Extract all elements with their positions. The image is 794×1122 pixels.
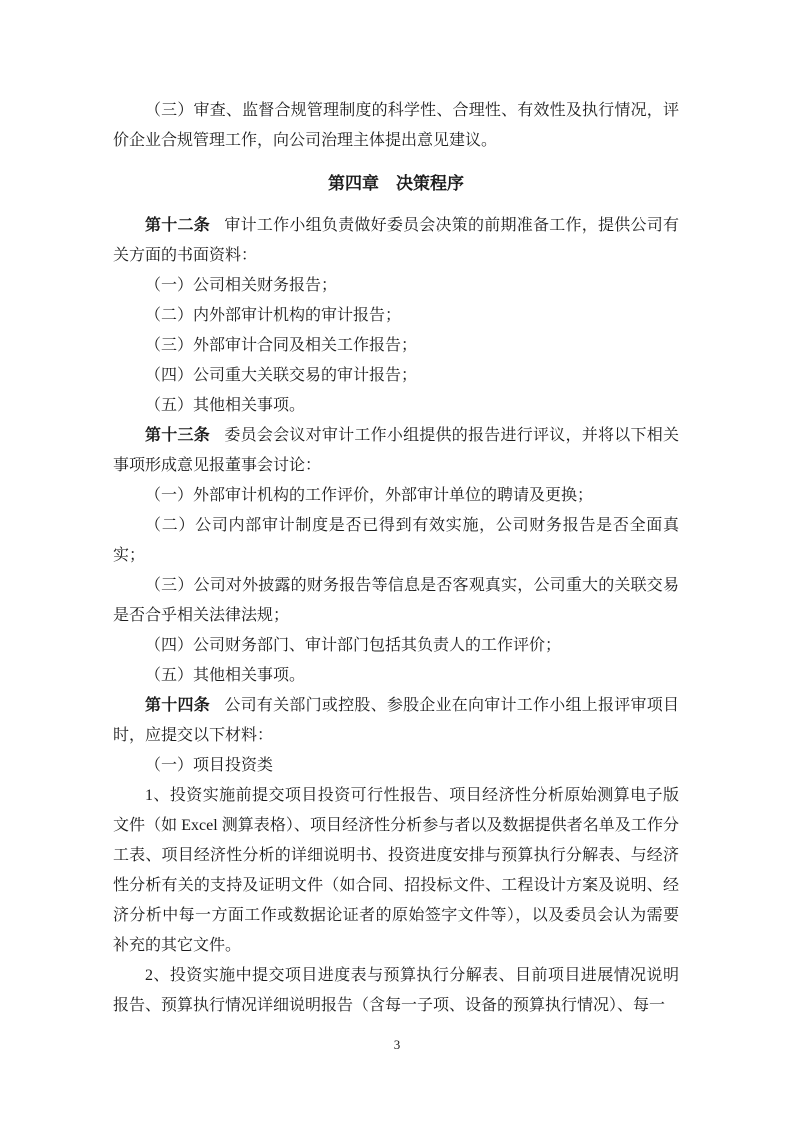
body-paragraph: （一）外部审计机构的工作评价，外部审计单位的聘请及更换； (145, 487, 594, 504)
document-body (113, 96, 679, 1021)
body-paragraph: （四）公司重大关联交易的审计报告； (145, 367, 418, 384)
article-paragraph (113, 421, 679, 481)
body-paragraph: （二）公司内部审计制度是否已得到有效实施，公司财务报告是否全面真实； (113, 517, 679, 564)
article-paragraph (113, 691, 679, 751)
page-number: 3 (393, 1037, 401, 1052)
body-paragraph: 1、投资实施前提交项目投资可行性报告、项目经济性分析原始测算电子版文件（如 Excel 测算表格）、项目经济性分析参与者以及数据提供者名单及工作分工表、项目经济性分析的详细说明书、投资进度安排与预算执行分解表、与经济性分析有关的支持及证明文件（如合同、招投标文件、工程设计方案及说明、经济分析中每一方面工作或数据论证者的原始签字文件等），以及委员会认为需要补充的其它文件。 (113, 787, 679, 954)
body-paragraph: （五）其他相关事项。 (145, 667, 306, 684)
body-paragraph: 2、投资实施中提交项目进度表与预算执行分解表、目前项目进展情况说明报告、预算执行情况详细说明报告（含每一子项、设备的预算执行情况）、每一 (113, 967, 679, 1014)
body-paragraph: （二）内外部审计机构的审计报告； (145, 307, 402, 324)
body-paragraph: （四）公司财务部门、审计部门包括其负责人的工作评价； (145, 637, 562, 654)
article-number-label: 第十四条 (145, 697, 210, 714)
body-paragraph: （三）外部审计合同及相关工作报告； (145, 337, 418, 354)
body-paragraph: （一）公司相关财务报告； (145, 277, 338, 294)
chapter-heading: 第四章 决策程序 (328, 174, 464, 193)
article-number-label: 第十二条 (145, 217, 210, 234)
body-paragraph: （五）其他相关事项。 (145, 397, 306, 414)
article-paragraph (113, 211, 679, 271)
article-number-label: 第十三条 (145, 427, 210, 444)
article-text: 审计工作小组负责做好委员会决策的前期准备工作，提供公司有关方面的书面资料： (113, 217, 679, 264)
body-paragraph: （三）审查、监督合规管理制度的科学性、合理性、有效性及执行情况，评价企业合规管理工作，向公司治理主体提出意见建议。 (113, 102, 679, 149)
article-text: 公司有关部门或控股、参股企业在向审计工作小组上报评审项目时，应提交以下材料： (113, 697, 679, 744)
body-paragraph: （三）公司对外披露的财务报告等信息是否客观真实，公司重大的关联交易是否合乎相关法律法规； (113, 577, 679, 624)
body-paragraph: （一）项目投资类 (145, 757, 274, 774)
article-text: 委员会会议对审计工作小组提供的报告进行评议，并将以下相关事项形成意见报董事会讨论： (113, 427, 679, 474)
